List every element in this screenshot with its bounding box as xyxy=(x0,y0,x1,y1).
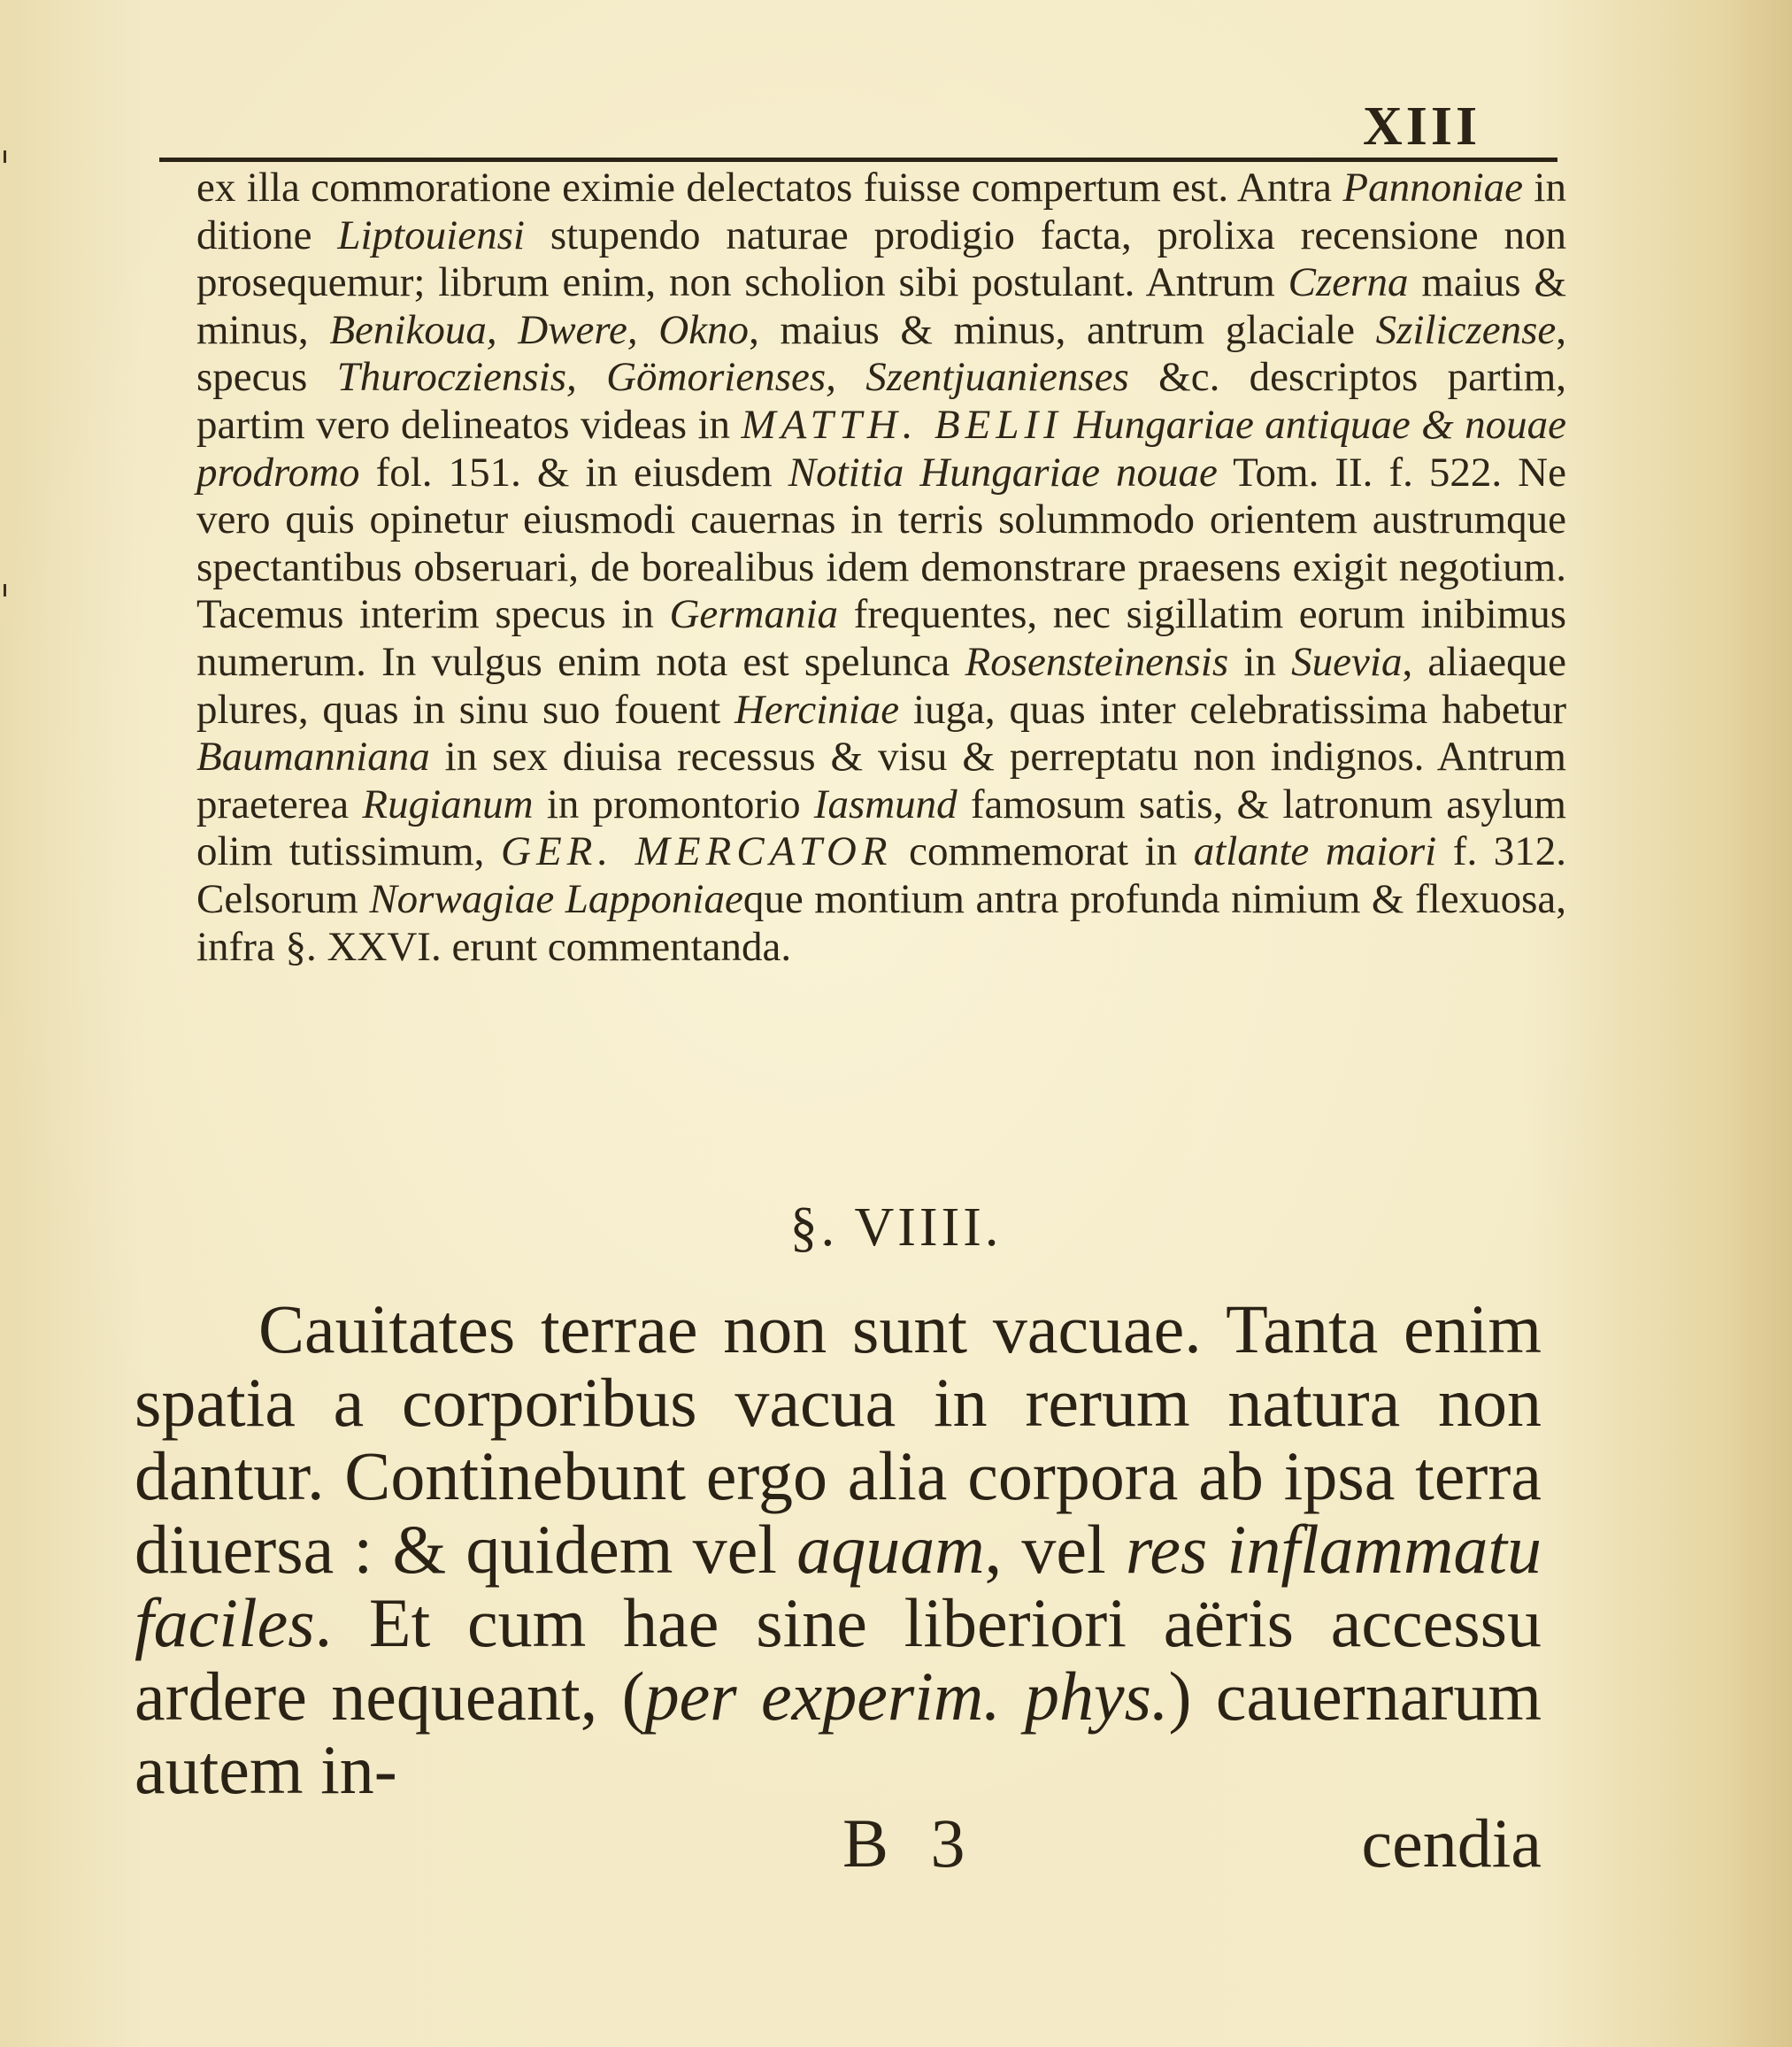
section-heading: §. VIIII. xyxy=(789,1197,1003,1258)
header-rule xyxy=(159,158,1557,162)
footnote-paragraph: ex illa commoratione eximie delectatos fuisse compertum est. Antra Pannoniae in ditione Liptouiensi stupendo naturae prodigio facta, prolixa recensione non prosequemur; librum enim, non scholion sibi postulant. Antrum Czerna maius & minus, Benikoua, Dwere, Okno, maius & minus, antrum glaciale Sziliczense, specus Thurocziensis, Gömorienses, Szentjuanienses &c. descriptos partim, partim vero delineatos videas in MATTH. BELII Hungariae antiquae & nouae prodromo fol. 151. & in eiusdem Notitia Hungariae nouae Tom. II. f. 522. Ne vero quis opinetur eiusmodi cauernas in terris solummodo orientem austrumque spectantibus obseruari, de borealibus idem demonstrare praesens exigit negotium. Tacemus interim specus in Germania frequentes, nec sigillatim eorum inibimus numerum. In vulgus enim nota est spelunca Rosensteinensis in Suevia, aliaeque plures, quas in sinu suo fouent Herciniae iuga, quas inter celebratissima habetur Baumanniana in sex diuisa recessus & visu & perreptatu non indignos. Antrum praeterea Rugianum in promontorio Iasmund famosum satis, & latronum asylum olim tutissimum, GER. MERCATOR commemorat in atlante maiori f. 312. Celsorum Norwagiae Lapponiaeque montium antra profunda nimium & flexuosa, infra §. XXVI. erunt commentanda. xyxy=(196,165,1567,970)
main-paragraph: Cauitates terrae non sunt vacuae. Tanta enim spatia a corporibus vacua in rerum natura non dantur. Continebunt ergo alia corpora ab ipsa terra diuersa : & quidem vel aquam, vel res inflammatu faciles. Et cum hae sine liberiori aëris accessu ardere nequeant, (per experim. phys.) cauernarum autem in- xyxy=(135,1290,1542,1808)
footnote-block xyxy=(196,165,1566,971)
page-footer xyxy=(135,1804,1542,1883)
catchword: cendia xyxy=(1361,1805,1542,1882)
margin-mark xyxy=(4,150,6,163)
signature-mark: B 3 xyxy=(842,1805,978,1882)
margin-mark xyxy=(4,584,6,596)
main-text xyxy=(135,1292,1542,1806)
page-number: XIII xyxy=(1363,96,1481,157)
